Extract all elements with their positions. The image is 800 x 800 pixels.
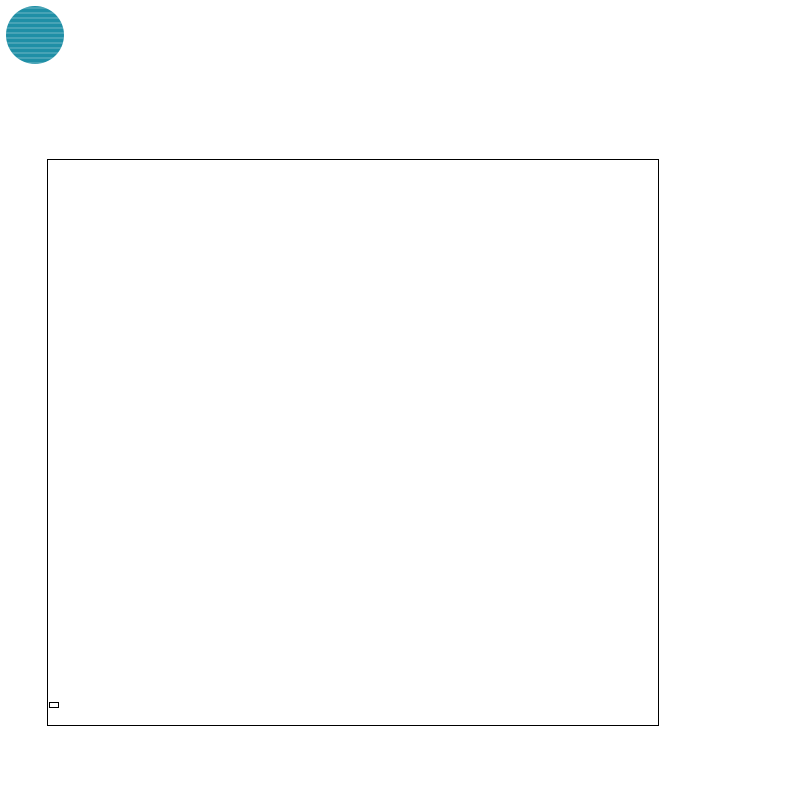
map-date: [47, 130, 659, 160]
model-footer: [49, 702, 59, 708]
map-canvas[interactable]: [48, 160, 658, 725]
logo-stripes: [6, 6, 64, 64]
imgw-logo: [6, 6, 64, 64]
